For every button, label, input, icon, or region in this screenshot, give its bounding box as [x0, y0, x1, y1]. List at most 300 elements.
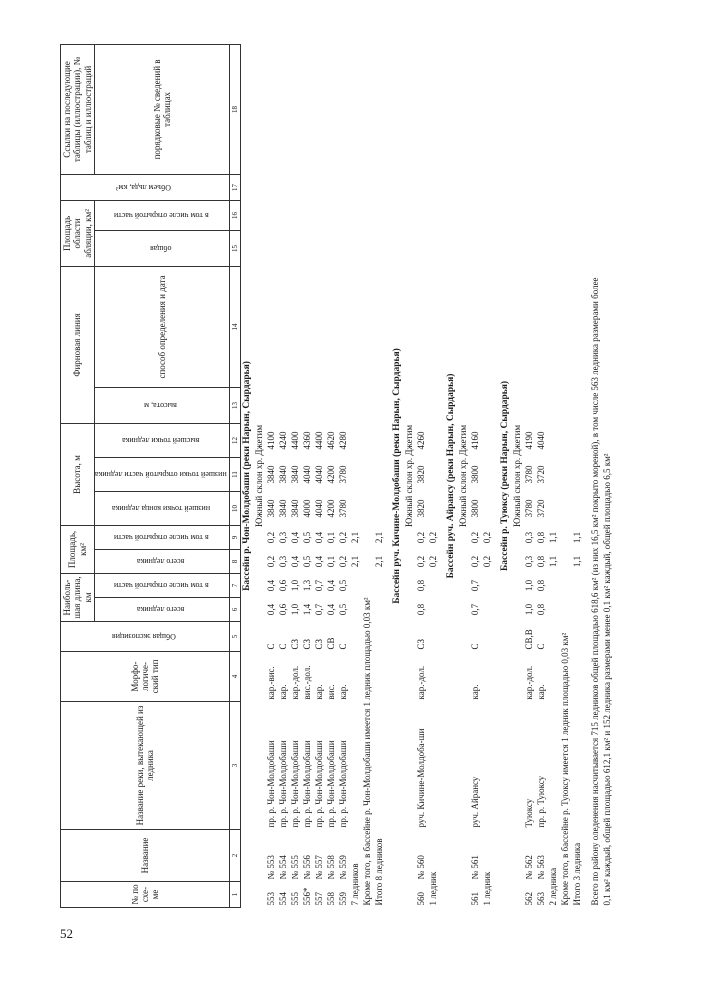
cell-height-low: 3820 [415, 499, 426, 518]
section-subtitle-row [457, 44, 469, 907]
cell-river: пр. р. Чон-Молдобаши [337, 740, 348, 828]
cell-morph: кар. [469, 684, 480, 700]
cell-height-low: 3780 [337, 499, 348, 518]
header-ablation-open: в том числе открытой части [95, 200, 230, 230]
cell-name: № 563 [535, 855, 546, 880]
cell-area: 0,4 [313, 555, 324, 568]
header-length: Наиболь-шая длина, км [61, 573, 95, 621]
header-height-high: высшей точки ледника [95, 423, 230, 457]
cell-length-open: 1,3 [301, 579, 312, 592]
header-ablation: Площадь области абляции, км² [61, 200, 95, 266]
cell-empty [427, 44, 439, 525]
section-subtitle: Южный склон хр. Джетим [457, 424, 468, 528]
cell-name: № 561 [469, 855, 480, 880]
cell-empty [301, 230, 313, 266]
cell-area-open: 0,3 [523, 531, 534, 544]
cell-empty [277, 266, 289, 387]
section-title: Бассейн руч. Айрансу (реки Нарын, Сырдарья) [445, 373, 456, 579]
cell-length: 0,4 [325, 603, 336, 616]
cell-area: 0,1 [325, 555, 336, 568]
cell-morph: кар. [277, 684, 288, 700]
cell-empty [535, 174, 547, 200]
cell-no: 561 [469, 892, 480, 906]
cell-height-low-open: 3720 [535, 465, 546, 484]
section-title: Бассейн р. Чон-Молдобаши (реки Нарын, Сырдарья) [241, 361, 252, 591]
total-row [559, 44, 571, 907]
cell-empty [337, 200, 349, 230]
cell-exposure: С [535, 643, 546, 650]
cell-name: № 562 [523, 855, 534, 880]
cell-no: 555 [289, 892, 300, 906]
cell-height-high: 4160 [469, 431, 480, 450]
cell-height-high: 4240 [277, 431, 288, 450]
cell-morph: вис.-дол. [301, 665, 312, 700]
cell-height-high: 4260 [415, 431, 426, 450]
cell-empty [337, 230, 349, 266]
total-row [361, 44, 373, 907]
header-height-low-open: низшей точки открытой части ледника [95, 457, 230, 491]
total-label: Итого 3 ледника [571, 842, 582, 906]
column-number: 17 [230, 174, 241, 200]
total-area: 0,2 [427, 555, 438, 568]
column-number: 10 [230, 491, 241, 525]
cell-height-low-open: 3780 [523, 465, 534, 484]
cell-height-low: 3840 [277, 499, 288, 518]
total-row [427, 44, 439, 907]
cell-empty [301, 200, 313, 230]
cell-height-low-open: 4040 [301, 465, 312, 484]
cell-empty [277, 174, 289, 200]
cell-exposure: С [337, 643, 348, 650]
cell-area-open: 0,2 [469, 531, 480, 544]
total-area: 2,1 [373, 555, 384, 568]
cell-river: пр. р. Чон-Молдобаши [277, 740, 288, 828]
header-name: Название [61, 830, 230, 882]
cell-empty [325, 387, 337, 423]
cell-empty [301, 387, 313, 423]
cell-river: руч. Кичине-Молдоба-ши [415, 728, 426, 828]
cell-area-open: 0,4 [289, 531, 300, 544]
cell-empty [325, 200, 337, 230]
cell-height-low-open: 3840 [289, 465, 300, 484]
cell-length: 0,7 [469, 603, 480, 616]
cell-empty [535, 387, 547, 423]
cell-no: 558 [325, 892, 336, 906]
cell-length: 1,0 [523, 603, 534, 616]
total-label: Итого 8 ледников [373, 838, 384, 906]
cell-length: 1,0 [289, 603, 300, 616]
section-subtitle: Южный склон хр. Джетим [253, 424, 264, 528]
total-area [559, 549, 571, 573]
cell-height-low: 4200 [325, 499, 336, 518]
cell-no: 563 [535, 892, 546, 906]
cell-empty [265, 230, 277, 266]
cell-empty [277, 387, 289, 423]
cell-empty [277, 230, 289, 266]
cell-length-open: 0,7 [469, 579, 480, 592]
cell-length: 0,6 [277, 603, 288, 616]
cell-empty [481, 44, 493, 525]
cell-empty [313, 44, 325, 174]
cell-empty [337, 266, 349, 387]
total-row [373, 44, 385, 907]
cell-empty [313, 200, 325, 230]
column-number: 3 [230, 702, 241, 830]
cell-empty [373, 44, 385, 525]
total-area-open [559, 525, 571, 549]
section-subtitle-row [511, 44, 523, 907]
total-label: Кроме того, в бассейне р. Туюксу имеется 1 ледник площадью 0,03 км² [559, 632, 570, 906]
cell-empty [265, 44, 277, 174]
cell-morph: кар.-дол. [523, 665, 534, 700]
total-label: Кроме того, в бассейне р. Чон-Молдобаши имеется 1 ледник площадью 0,03 км² [361, 597, 372, 906]
column-number: 2 [230, 830, 241, 882]
header-firn-height: высота, м [95, 387, 230, 423]
cell-morph: кар. [313, 684, 324, 700]
page-number: 52 [60, 926, 73, 941]
cell-height-low: 3780 [523, 499, 534, 518]
total-label: 1 ледник [427, 871, 438, 906]
glacier-row [415, 44, 427, 907]
cell-height-high: 4360 [301, 431, 312, 450]
cell-height-high: 4620 [325, 431, 336, 450]
glacier-table [60, 44, 613, 908]
cell-empty [469, 200, 481, 230]
cell-empty [325, 230, 337, 266]
column-number: 6 [230, 598, 241, 622]
cell-name: № 560 [415, 855, 426, 880]
cell-name: № 558 [325, 855, 336, 880]
total-label: 7 ледников [349, 863, 360, 906]
header-firn: Фирновая линия [61, 266, 95, 423]
cell-empty [265, 174, 277, 200]
cell-area: 0,5 [301, 555, 312, 568]
cell-height-low-open: 4200 [325, 465, 336, 484]
section-title: Бассейн руч. Кичине-Молдобаши (реки Нарын, Сырдарья) [391, 348, 402, 604]
cell-empty [337, 44, 349, 174]
header-no: № по схе-ме [61, 882, 230, 908]
cell-area: 0,4 [289, 555, 300, 568]
glacier-row [469, 44, 481, 907]
cell-height-low-open: 3780 [337, 465, 348, 484]
cell-height-low-open: 3820 [415, 465, 426, 484]
glacier-row [289, 44, 301, 907]
cell-empty [535, 266, 547, 387]
total-row [547, 44, 559, 907]
cell-area-open: 0,2 [265, 531, 276, 544]
cell-height-low-open: 3840 [277, 465, 288, 484]
section-title-row [499, 44, 511, 907]
cell-empty [523, 230, 535, 266]
header-exposure: Общая экспозиция [61, 622, 230, 652]
cell-area: 0,2 [415, 555, 426, 568]
cell-exposure: СВ [325, 637, 336, 650]
total-area: 1,1 [571, 555, 582, 568]
cell-empty [289, 174, 301, 200]
cell-empty [469, 44, 481, 174]
cell-empty [415, 44, 427, 174]
cell-no: 556* [301, 887, 312, 906]
cell-exposure: СЗ [313, 638, 324, 650]
cell-empty [337, 174, 349, 200]
cell-empty [265, 387, 277, 423]
total-row [481, 44, 493, 907]
cell-length-open: 0,8 [535, 579, 546, 592]
column-number: 4 [230, 652, 241, 702]
section-title-row [445, 44, 457, 907]
header-height: Высота, м [61, 423, 95, 525]
column-number: 12 [230, 423, 241, 457]
cell-exposure: СЗ [289, 638, 300, 650]
cell-area-open: 0,1 [325, 531, 336, 544]
cell-name: № 553 [265, 855, 276, 880]
header-refs-sub: порядковые № сведений в таблицах [95, 44, 230, 174]
cell-length-open: 0,5 [337, 579, 348, 592]
cell-empty [277, 44, 289, 174]
cell-area-open: 0,8 [535, 531, 546, 544]
total-area-open: 1,1 [571, 531, 582, 544]
cell-empty [265, 200, 277, 230]
column-number: 14 [230, 266, 241, 387]
glacier-row [523, 44, 535, 907]
cell-morph: кар. [337, 684, 348, 700]
cell-height-low: 3840 [289, 499, 300, 518]
cell-area: 0,3 [523, 555, 534, 568]
cell-empty [325, 174, 337, 200]
cell-empty [289, 387, 301, 423]
header-area-open: в том числе открытой части [95, 525, 230, 549]
cell-length: 0,8 [415, 603, 426, 616]
cell-length-open: 0,4 [325, 579, 336, 592]
cell-empty [523, 387, 535, 423]
glacier-row [337, 44, 349, 907]
cell-height-high: 4400 [289, 431, 300, 450]
table-header [61, 44, 241, 907]
total-label: 1 ледник [481, 871, 492, 906]
section-title-row [241, 44, 254, 907]
cell-length: 0,7 [313, 603, 324, 616]
cell-empty [523, 174, 535, 200]
cell-area-open: 0,4 [313, 531, 324, 544]
cell-empty [469, 387, 481, 423]
total-area-open: 0,2 [427, 531, 438, 544]
cell-area: 0,2 [265, 555, 276, 568]
cell-empty [301, 266, 313, 387]
cell-empty [415, 200, 427, 230]
footer-line-2: 0,1 км² каждый, общей площадью 612,1 км² и 152 ледника размерами менее 0,1 км² каждый, общей площадью 6,5 км² [601, 453, 612, 906]
cell-empty [415, 174, 427, 200]
cell-morph: кар.-дол. [415, 665, 426, 700]
total-area-open: 2,1 [349, 531, 360, 544]
cell-empty [559, 44, 571, 525]
cell-empty [361, 44, 373, 525]
cell-empty [535, 200, 547, 230]
cell-empty [337, 387, 349, 423]
cell-length-open: 0,8 [415, 579, 426, 592]
header-morph: Морфо-логиче-ский тип [61, 652, 230, 702]
cell-empty [277, 200, 289, 230]
cell-name: № 559 [337, 855, 348, 880]
cell-length-open: 1,0 [289, 579, 300, 592]
cell-length: 0,4 [265, 603, 276, 616]
cell-empty [313, 387, 325, 423]
cell-empty [289, 44, 301, 174]
cell-morph: кар.-дол. [289, 665, 300, 700]
column-numbers-row [230, 44, 241, 907]
cell-height-high: 4280 [337, 431, 348, 450]
section-subtitle: Южный склон хр. Джетим [511, 424, 522, 528]
cell-empty [265, 266, 277, 387]
cell-empty [571, 44, 583, 525]
section-title: Бассейн р. Туюксу (реки Нарын, Сырдарья) [499, 380, 510, 572]
section-title-row [391, 44, 403, 907]
cell-length-open: 0,4 [265, 579, 276, 592]
total-area-open [361, 525, 373, 549]
header-river: Название реки, вытекающей из ледника [61, 702, 230, 830]
cell-empty [301, 44, 313, 174]
cell-empty [313, 174, 325, 200]
total-area: 0,2 [481, 555, 492, 568]
column-number: 5 [230, 622, 241, 652]
cell-empty [469, 230, 481, 266]
cell-length-open: 0,7 [313, 579, 324, 592]
cell-height-high: 4190 [523, 431, 534, 450]
cell-area-open: 0,2 [337, 531, 348, 544]
cell-no: 554 [277, 892, 288, 906]
cell-name: № 555 [289, 855, 300, 880]
table-body [241, 44, 590, 907]
cell-river: пр. р. Туюксу [535, 775, 546, 828]
glacier-row [325, 44, 337, 907]
cell-height-low-open: 3840 [265, 465, 276, 484]
cell-exposure: СЗ [301, 638, 312, 650]
cell-empty [535, 230, 547, 266]
cell-area: 0,2 [469, 555, 480, 568]
rotated-page [60, 45, 675, 908]
cell-area-open: 0,3 [277, 531, 288, 544]
cell-empty [289, 200, 301, 230]
total-area-open: 2,1 [373, 531, 384, 544]
total-area [361, 549, 373, 573]
cell-no: 559 [337, 892, 348, 906]
cell-height-low-open: 4040 [313, 465, 324, 484]
cell-length: 1,4 [301, 603, 312, 616]
cell-length: 0,5 [337, 603, 348, 616]
glacier-row [277, 44, 289, 907]
cell-empty [313, 266, 325, 387]
total-area-open: 1,1 [547, 531, 558, 544]
column-number: 9 [230, 525, 241, 549]
total-area: 2,1 [349, 555, 360, 568]
cell-area-open: 0,2 [415, 531, 426, 544]
column-number: 8 [230, 549, 241, 573]
glacier-row [265, 44, 277, 907]
cell-exposure: СВ,В [523, 629, 534, 650]
header-volume: Объем льда, км³ [61, 174, 230, 200]
cell-empty [535, 44, 547, 174]
cell-area: 0,2 [337, 555, 348, 568]
cell-no: 562 [523, 892, 534, 906]
cell-empty [523, 44, 535, 174]
cell-empty [325, 266, 337, 387]
section-subtitle-row [403, 44, 415, 907]
total-area-open: 0,2 [481, 531, 492, 544]
header-area: Площадь, км² [61, 525, 95, 573]
glacier-row [301, 44, 313, 907]
cell-empty [415, 266, 427, 387]
total-row [349, 44, 361, 907]
column-number: 7 [230, 573, 241, 597]
cell-height-low: 4040 [313, 499, 324, 518]
cell-height-low-open: 3800 [469, 465, 480, 484]
cell-exposure: СЗ [415, 638, 426, 650]
cell-empty [415, 387, 427, 423]
cell-morph: кар. [535, 684, 546, 700]
cell-empty [301, 174, 313, 200]
header-length-open: в том числе открытой части [95, 573, 230, 597]
cell-empty [349, 44, 361, 525]
cell-empty [469, 174, 481, 200]
column-number: 11 [230, 457, 241, 491]
cell-exposure: С [469, 643, 480, 650]
cell-length-open: 1,0 [523, 579, 534, 592]
column-number: 16 [230, 200, 241, 230]
cell-empty [415, 230, 427, 266]
cell-empty [547, 44, 559, 525]
total-row [571, 44, 583, 907]
cell-name: № 557 [313, 855, 324, 880]
cell-empty [523, 200, 535, 230]
header-ablation-total: общая [95, 230, 230, 266]
cell-height-high: 4040 [535, 431, 546, 450]
cell-river: руч. Айрансу [469, 776, 480, 828]
cell-river: Туюксу [523, 798, 534, 828]
cell-length-open: 0,6 [277, 579, 288, 592]
cell-height-low: 3800 [469, 499, 480, 518]
cell-height-low: 4000 [301, 499, 312, 518]
total-area: 1,1 [547, 555, 558, 568]
cell-river: пр. р. Чон-Молдобаши [289, 740, 300, 828]
section-subtitle: Южный склон хр. Джетим [403, 424, 414, 528]
cell-exposure: С [277, 643, 288, 650]
column-number: 18 [230, 44, 241, 174]
cell-no: 560 [415, 892, 426, 906]
glacier-row [535, 44, 547, 907]
cell-empty [289, 230, 301, 266]
cell-morph: кар.-вис. [265, 666, 276, 700]
cell-empty [289, 266, 301, 387]
cell-river: пр. р. Чон-Молдобаши [301, 740, 312, 828]
glacier-row [313, 44, 325, 907]
total-label: 2 ледника [547, 867, 558, 906]
cell-height-high: 4400 [313, 431, 324, 450]
cell-no: 557 [313, 892, 324, 906]
cell-height-low: 3720 [535, 499, 546, 518]
cell-height-low: 3840 [265, 499, 276, 518]
cell-empty [523, 266, 535, 387]
header-area-total: всего ледника [95, 549, 230, 573]
cell-area: 0,8 [535, 555, 546, 568]
header-firn-method: способ определения и дата [95, 266, 230, 387]
header-height-low: низшей точки конца ледника [95, 491, 230, 525]
cell-river: пр. р. Чон-Молдобаши [325, 740, 336, 828]
section-subtitle-row [253, 44, 265, 907]
cell-river: пр. р. Чон-Молдобаши [265, 740, 276, 828]
cell-empty [313, 230, 325, 266]
header-length-total: всего ледника [95, 598, 230, 622]
cell-exposure: С [265, 643, 276, 650]
cell-area-open: 0,5 [301, 531, 312, 544]
